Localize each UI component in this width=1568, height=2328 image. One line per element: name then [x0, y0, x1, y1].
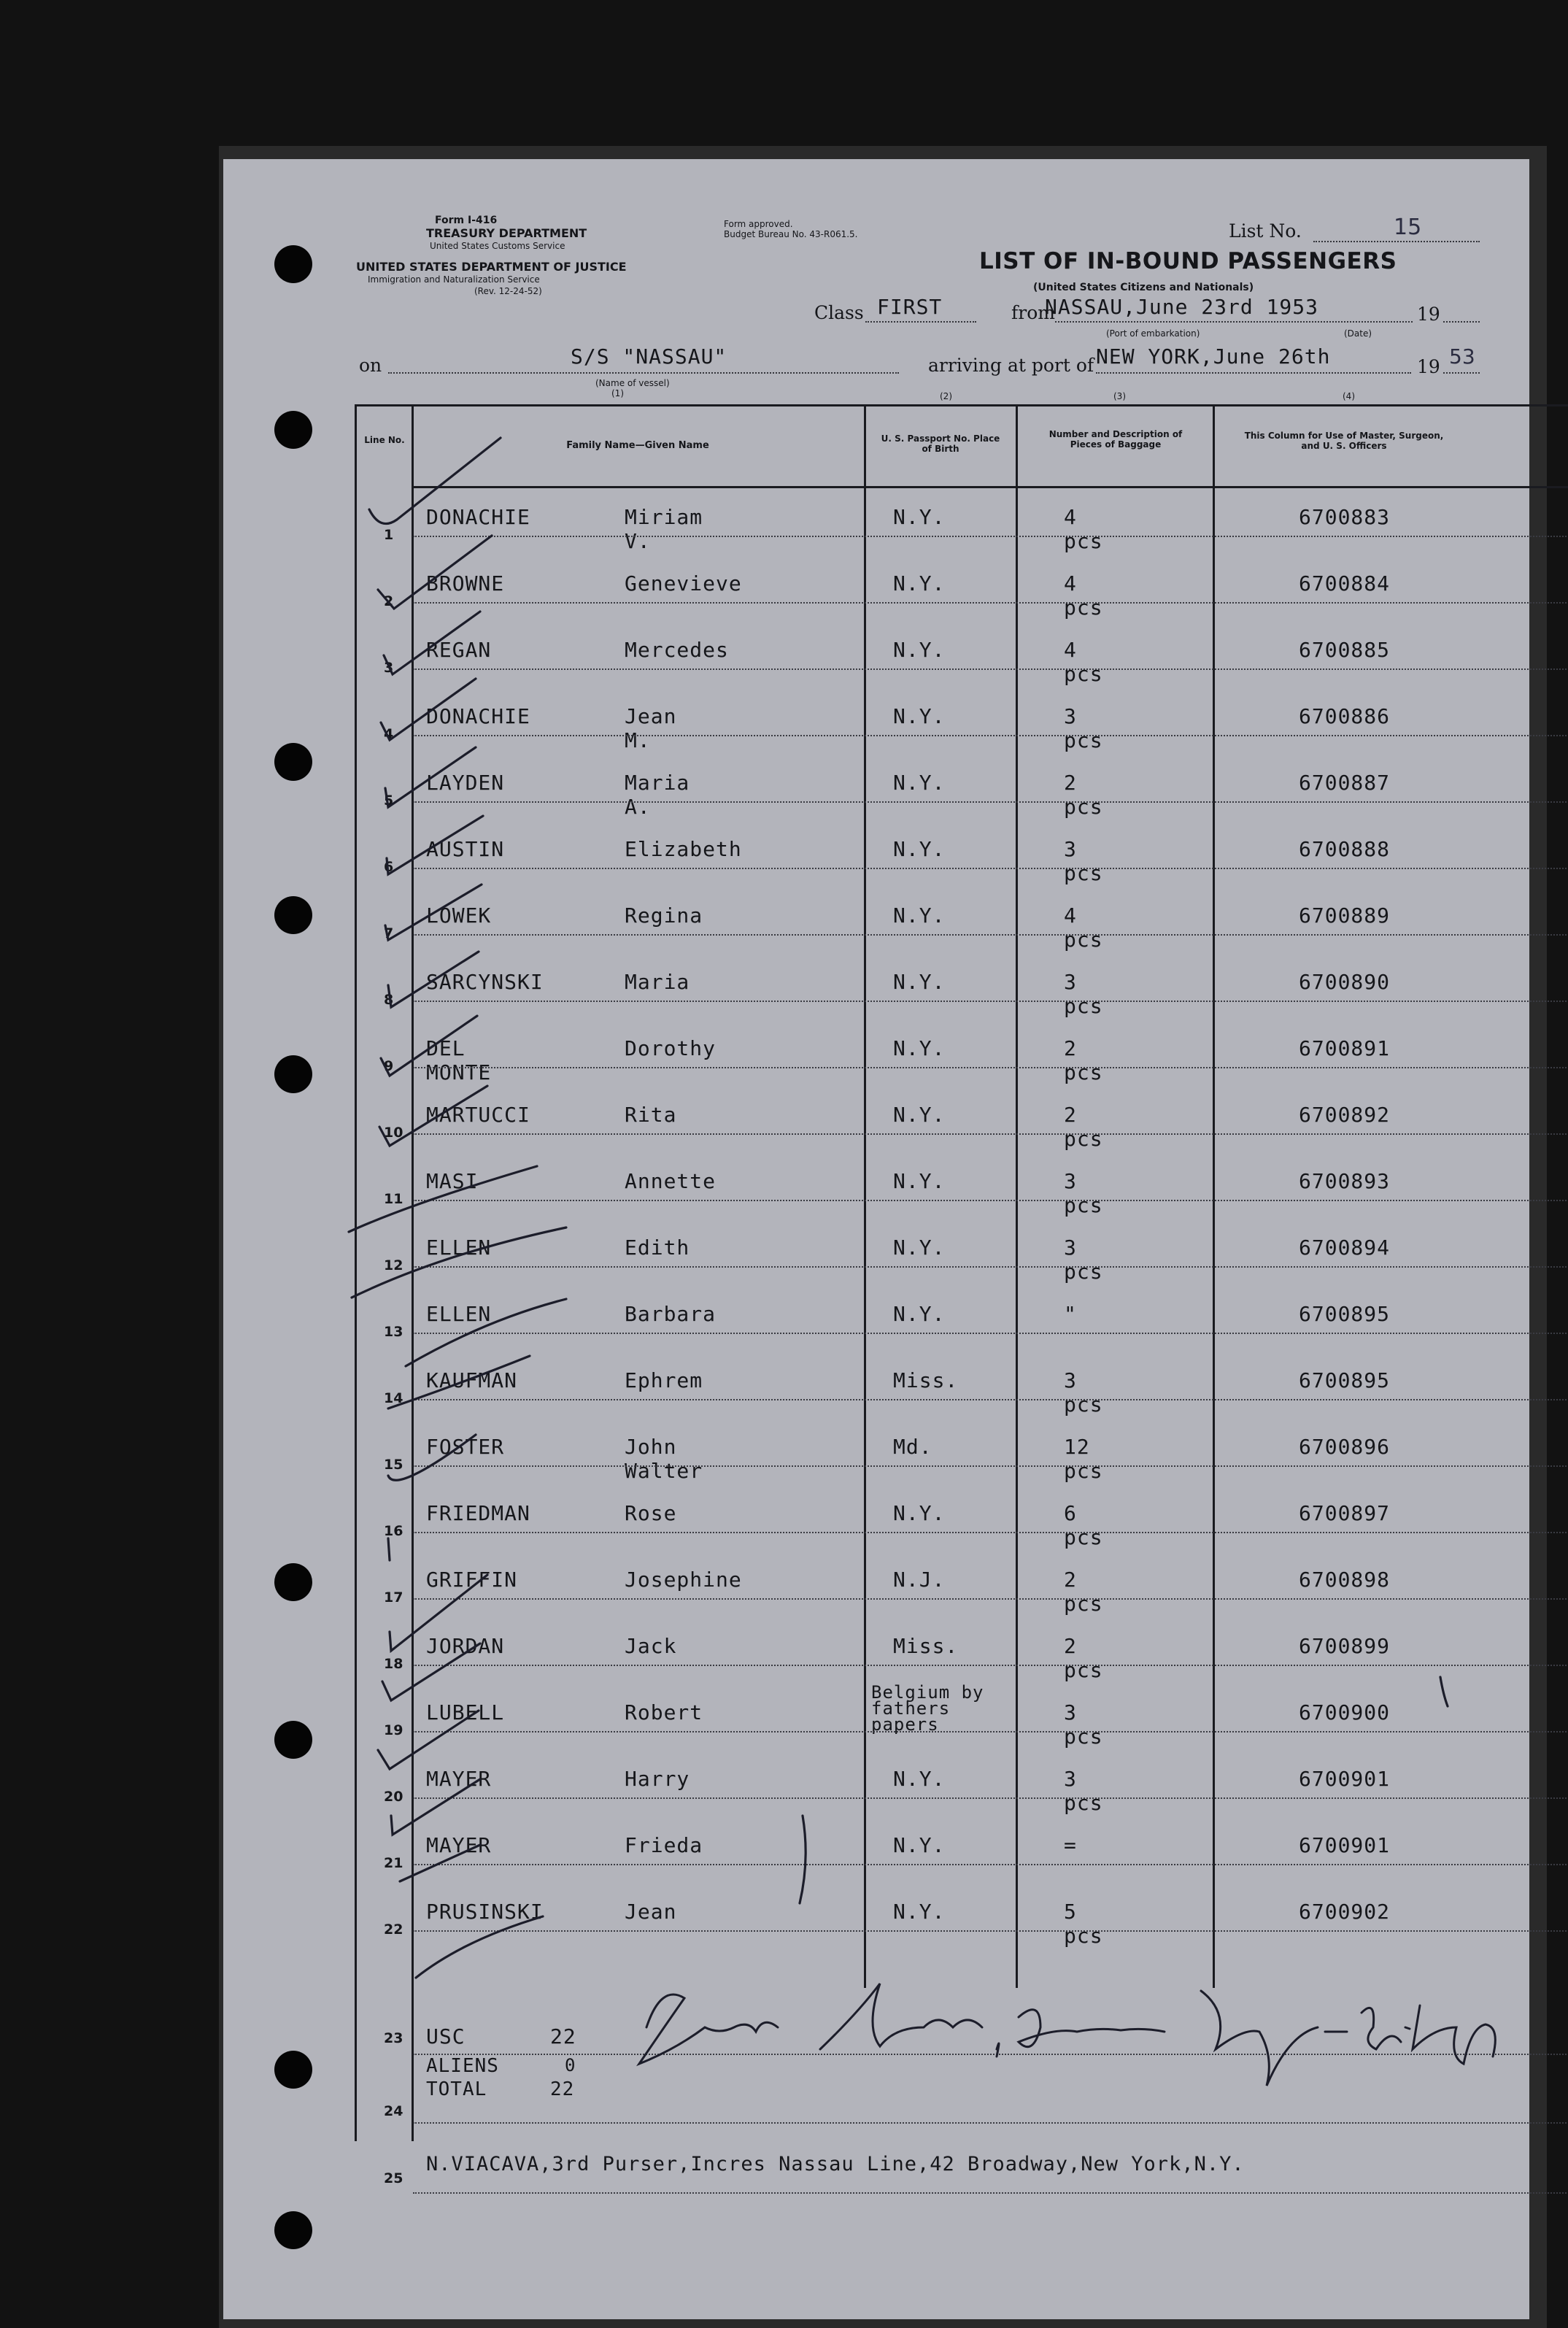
place-of-birth: N.Y.	[893, 505, 946, 529]
place-of-birth: N.Y.	[893, 1767, 946, 1791]
baggage-count: "	[1064, 1302, 1077, 1326]
arriving-label: arriving at port of	[928, 355, 1094, 376]
name-col-border	[864, 404, 866, 1988]
given-name: Jack	[625, 1634, 677, 1658]
row-divider	[413, 668, 1568, 670]
family-name: FRIEDMAN	[426, 1501, 530, 1525]
given-name: Jean	[625, 1900, 677, 1924]
baggage-count: 4 pcs	[1064, 571, 1103, 620]
given-name: Robert	[625, 1700, 703, 1724]
vessel-name: S/S "NASSAU"	[571, 344, 727, 369]
given-name: Rita	[625, 1103, 677, 1127]
form-number: Form I-416	[435, 215, 498, 226]
officer-code: 6700898	[1299, 1568, 1391, 1592]
row-divider	[413, 868, 1568, 869]
officer-code: 6700895	[1299, 1302, 1391, 1326]
line-number: 7	[384, 925, 394, 941]
col-num-2: (2)	[940, 391, 952, 401]
family-name: DONACHIE	[426, 505, 530, 529]
place-of-birth: N.Y.	[893, 837, 946, 861]
place-of-birth: N.Y.	[893, 1169, 946, 1193]
from-value: NASSAU,June 23rd 1953	[1045, 295, 1319, 319]
binder-hole	[274, 1563, 312, 1601]
place-of-birth: N.Y.	[893, 1236, 946, 1260]
baggage-count: 2 pcs	[1064, 1103, 1103, 1151]
line-number: 5	[384, 793, 394, 809]
officer-code: 6700892	[1299, 1103, 1391, 1127]
family-name: MARTUCCI	[426, 1103, 530, 1127]
officer-code: 6700900	[1299, 1700, 1391, 1724]
baggage-count: 3 pcs	[1064, 704, 1103, 752]
col-header-line: Line No.	[364, 435, 405, 445]
from-label: from	[1011, 302, 1055, 323]
row-divider	[413, 801, 1568, 803]
line-number: 16	[384, 1523, 403, 1539]
baggage-col-border	[1213, 404, 1215, 1988]
baggage-count: 4 pcs	[1064, 903, 1103, 952]
line-number: 12	[384, 1257, 403, 1273]
place-of-birth: N.Y.	[893, 1900, 946, 1924]
family-name: SARCYNSKI	[426, 970, 544, 994]
row-divider	[413, 1333, 1568, 1334]
given-name: Ephrem	[625, 1368, 703, 1392]
place-of-birth: Md.	[893, 1435, 932, 1459]
row-divider	[413, 1001, 1568, 1002]
line-number: 1	[384, 527, 394, 543]
tick-stroke	[388, 1538, 390, 1560]
given-name: John Walter	[625, 1435, 703, 1483]
baggage-count: 5 pcs	[1064, 1900, 1103, 1948]
given-name: Barbara	[625, 1302, 717, 1326]
row-divider	[413, 1532, 1568, 1533]
line-number: 13	[384, 1324, 403, 1340]
usc-value: 22	[550, 2024, 576, 2048]
baggage-count: 2 pcs	[1064, 1568, 1103, 1616]
row-divider	[413, 602, 1568, 604]
binder-hole	[274, 2211, 312, 2249]
binder-hole	[274, 896, 312, 934]
row-divider	[413, 2054, 1568, 2055]
given-name: Josephine	[625, 1568, 742, 1592]
baggage-count: 6 pcs	[1064, 1501, 1103, 1549]
col-header-passport: U. S. Passport No. Place of Birth	[881, 433, 1000, 454]
line-number: 17	[384, 1589, 403, 1606]
form-approved: Form approved.	[724, 219, 793, 229]
year-prefix-2: 19	[1417, 356, 1440, 377]
from-line	[1055, 321, 1413, 323]
baggage-count: 4 pcs	[1064, 505, 1103, 553]
row-divider	[413, 1067, 1568, 1068]
family-name: MAYER	[426, 1767, 492, 1791]
baggage-count: 4 pcs	[1064, 638, 1103, 686]
line-number: 9	[384, 1058, 394, 1074]
officer-code: 6700901	[1299, 1767, 1391, 1791]
vessel-line	[388, 372, 899, 374]
line-number: 19	[384, 1722, 403, 1738]
binder-hole	[274, 1055, 312, 1093]
line-number: 10	[384, 1125, 403, 1141]
officer-code: 6700884	[1299, 571, 1391, 596]
row-divider	[413, 2122, 1568, 2124]
officer-code: 6700890	[1299, 970, 1391, 994]
line-number: 8	[384, 992, 394, 1008]
total-label: TOTAL	[426, 2078, 487, 2100]
baggage-count: =	[1064, 1833, 1077, 1857]
baggage-count: 2 pcs	[1064, 771, 1103, 819]
purser-line: N.VIACAVA,3rd Purser,Incres Nassau Line,42 Broadway,New York,N.Y.	[426, 2153, 1245, 2175]
form-justice: UNITED STATES DEPARTMENT OF JUSTICE	[356, 260, 627, 274]
row-divider	[413, 1465, 1568, 1467]
given-name: Jean M.	[625, 704, 677, 752]
line-number: 22	[384, 1922, 403, 1938]
col-num-1: (1)	[611, 388, 624, 398]
form-ins: Immigration and Naturalization Service	[368, 274, 540, 285]
line-number: 20	[384, 1789, 403, 1805]
page-subtitle: (United States Citizens and Nationals)	[1033, 282, 1254, 293]
officer-code: 6700893	[1299, 1169, 1391, 1193]
given-name: Edith	[625, 1236, 690, 1260]
family-name: PRUSINSKI	[426, 1900, 544, 1924]
binder-hole	[274, 245, 312, 283]
list-no-line	[1313, 241, 1480, 242]
line-number: 11	[384, 1191, 403, 1207]
baggage-count: 2 pcs	[1064, 1036, 1103, 1084]
binder-hole	[274, 2051, 312, 2089]
form-customs: United States Customs Service	[430, 241, 565, 251]
binder-hole	[274, 743, 312, 781]
class-value: FIRST	[877, 295, 943, 319]
line-number-23: 23	[384, 2030, 403, 2046]
officer-code: 6700899	[1299, 1634, 1391, 1658]
place-of-birth: N.Y.	[893, 1036, 946, 1060]
line-number-25: 25	[384, 2170, 403, 2186]
place-of-birth: N.J.	[893, 1568, 946, 1592]
line-number: 2	[384, 593, 394, 609]
binder-hole	[274, 411, 312, 449]
arriving-line	[1096, 372, 1411, 374]
officer-code: 6700888	[1299, 837, 1391, 861]
line-col-border	[412, 404, 414, 2141]
place-of-birth: Miss.	[893, 1368, 959, 1392]
baggage-count: 3 pcs	[1064, 1700, 1103, 1749]
family-name: KAUFMAN	[426, 1368, 518, 1392]
class-line	[865, 321, 976, 323]
row-divider	[413, 1665, 1568, 1666]
on-label: on	[359, 355, 382, 376]
row-divider	[413, 1731, 1568, 1732]
form-dept: TREASURY DEPARTMENT	[426, 226, 587, 240]
col-header-officers: This Column for Use of Master, Surgeon, and U. S. Officers	[1244, 431, 1444, 451]
table-left-border	[355, 404, 357, 2141]
given-name: Elizabeth	[625, 837, 742, 861]
family-name: GRIFFIN	[426, 1568, 518, 1592]
family-name: MAYER	[426, 1833, 492, 1857]
line-number: 4	[384, 726, 394, 742]
year-value-2: 53	[1449, 344, 1475, 369]
family-name: DONACHIE	[426, 704, 530, 728]
given-name: Regina	[625, 903, 703, 928]
col-num-3: (3)	[1113, 391, 1126, 401]
family-name: LAYDEN	[426, 771, 505, 795]
given-name: Annette	[625, 1169, 717, 1193]
line-number: 3	[384, 660, 394, 676]
row-divider	[413, 1598, 1568, 1600]
given-name: Rose	[625, 1501, 677, 1525]
total-value: 22	[550, 2078, 575, 2100]
place-of-birth: N.Y.	[893, 771, 946, 795]
list-number: 15	[1394, 215, 1422, 240]
binder-hole	[274, 1721, 312, 1759]
port-caption: (Port of embarkation)	[1106, 328, 1200, 339]
passport-col-border	[1016, 404, 1018, 1988]
col-num-4: (4)	[1343, 391, 1355, 401]
baggage-count: 3 pcs	[1064, 1169, 1103, 1217]
baggage-count: 3 pcs	[1064, 1368, 1103, 1417]
place-of-birth: N.Y.	[893, 571, 946, 596]
place-of-birth: N.Y.	[893, 1302, 946, 1326]
place-of-birth: N.Y.	[893, 704, 946, 728]
baggage-count: 3 pcs	[1064, 970, 1103, 1018]
place-of-birth: Belgium by fathers papers	[871, 1682, 984, 1735]
baggage-count: 2 pcs	[1064, 1634, 1103, 1682]
family-name: DEL MONTE	[426, 1036, 492, 1084]
form-rev: (Rev. 12-24-52)	[474, 286, 542, 296]
table-top-border	[355, 404, 1568, 406]
checkmark-icon	[416, 1916, 543, 1978]
row-divider	[413, 536, 1568, 537]
place-of-birth: N.Y.	[893, 903, 946, 928]
given-name: Frieda	[625, 1833, 703, 1857]
row-divider	[413, 1266, 1568, 1268]
line-number: 18	[384, 1656, 403, 1672]
officer-code: 6700901	[1299, 1833, 1391, 1857]
family-name: LUBELL	[426, 1700, 505, 1724]
officer-code: 6700889	[1299, 903, 1391, 928]
tick-stroke	[1440, 1677, 1448, 1706]
baggage-count: 3 pcs	[1064, 1767, 1103, 1815]
officer-code: 6700891	[1299, 1036, 1391, 1060]
given-name: Genevieve	[625, 571, 742, 596]
page-title: LIST OF IN-BOUND PASSENGERS	[979, 248, 1397, 274]
family-name: JORDAN	[426, 1634, 505, 1658]
signature-icon	[639, 1984, 1495, 2086]
class-label: Class	[814, 302, 864, 323]
officer-code: 6700895	[1299, 1368, 1391, 1392]
given-name: Dorothy	[625, 1036, 717, 1060]
officer-code: 6700883	[1299, 505, 1391, 529]
aliens-value: 0	[565, 2055, 576, 2075]
family-name: MASI	[426, 1169, 479, 1193]
given-name: Harry	[625, 1767, 690, 1791]
baggage-count: 3 pcs	[1064, 1236, 1103, 1284]
row-divider	[413, 1864, 1568, 1865]
place-of-birth: N.Y.	[893, 1103, 946, 1127]
family-name: FOSTER	[426, 1435, 505, 1459]
table-header-border	[412, 486, 1568, 488]
officer-code: 6700896	[1299, 1435, 1391, 1459]
usc-label: USC	[426, 2024, 466, 2048]
family-name: ELLEN	[426, 1302, 492, 1326]
line-number: 15	[384, 1457, 403, 1473]
row-divider	[413, 1399, 1568, 1400]
row-divider	[413, 934, 1568, 936]
given-name: Miriam V.	[625, 505, 703, 553]
row-divider	[413, 735, 1568, 736]
year-prefix-1: 19	[1417, 304, 1440, 325]
family-name: AUSTIN	[426, 837, 505, 861]
place-of-birth: N.Y.	[893, 1501, 946, 1525]
place-of-birth: N.Y.	[893, 1833, 946, 1857]
family-name: BROWNE	[426, 571, 505, 596]
given-name: Maria	[625, 970, 690, 994]
row-divider	[413, 2192, 1568, 2194]
family-name: ELLEN	[426, 1236, 492, 1260]
form-budget: Budget Bureau No. 43-R061.5.	[724, 229, 858, 239]
list-no-label: List No.	[1229, 220, 1302, 242]
year-line-2	[1443, 372, 1480, 374]
line-number: 21	[384, 1855, 403, 1871]
date-caption: (Date)	[1344, 328, 1372, 339]
officer-code: 6700886	[1299, 704, 1391, 728]
document-page	[223, 159, 1529, 2319]
officer-code: 6700887	[1299, 771, 1391, 795]
family-name: LOWEK	[426, 903, 492, 928]
row-divider	[413, 1797, 1568, 1799]
officer-code: 6700885	[1299, 638, 1391, 662]
officer-code: 6700894	[1299, 1236, 1391, 1260]
col-header-name: Family Name—Given Name	[566, 440, 709, 451]
place-of-birth: N.Y.	[893, 638, 946, 662]
col-header-baggage: Number and Description of Pieces of Baggage	[1048, 429, 1183, 450]
place-of-birth: Miss.	[893, 1634, 959, 1658]
line-number-24: 24	[384, 2103, 403, 2119]
arriving-value: NEW YORK,June 26th	[1096, 344, 1331, 369]
given-name: Maria A.	[625, 771, 690, 819]
place-of-birth: N.Y.	[893, 970, 946, 994]
row-divider	[413, 1133, 1568, 1135]
aliens-label: ALIENS	[426, 2055, 499, 2077]
row-divider	[413, 1200, 1568, 1201]
officer-code: 6700897	[1299, 1501, 1391, 1525]
family-name: REGAN	[426, 638, 492, 662]
vessel-caption: (Name of vessel)	[595, 378, 670, 388]
officer-code: 6700902	[1299, 1900, 1391, 1924]
line-number: 14	[384, 1390, 403, 1406]
year-line-1	[1443, 321, 1480, 323]
row-divider	[413, 1930, 1568, 1932]
baggage-count: 12 pcs	[1064, 1435, 1103, 1483]
line-number: 6	[384, 859, 394, 875]
bracket-stroke	[800, 1816, 806, 1903]
baggage-count: 3 pcs	[1064, 837, 1103, 885]
given-name: Mercedes	[625, 638, 729, 662]
